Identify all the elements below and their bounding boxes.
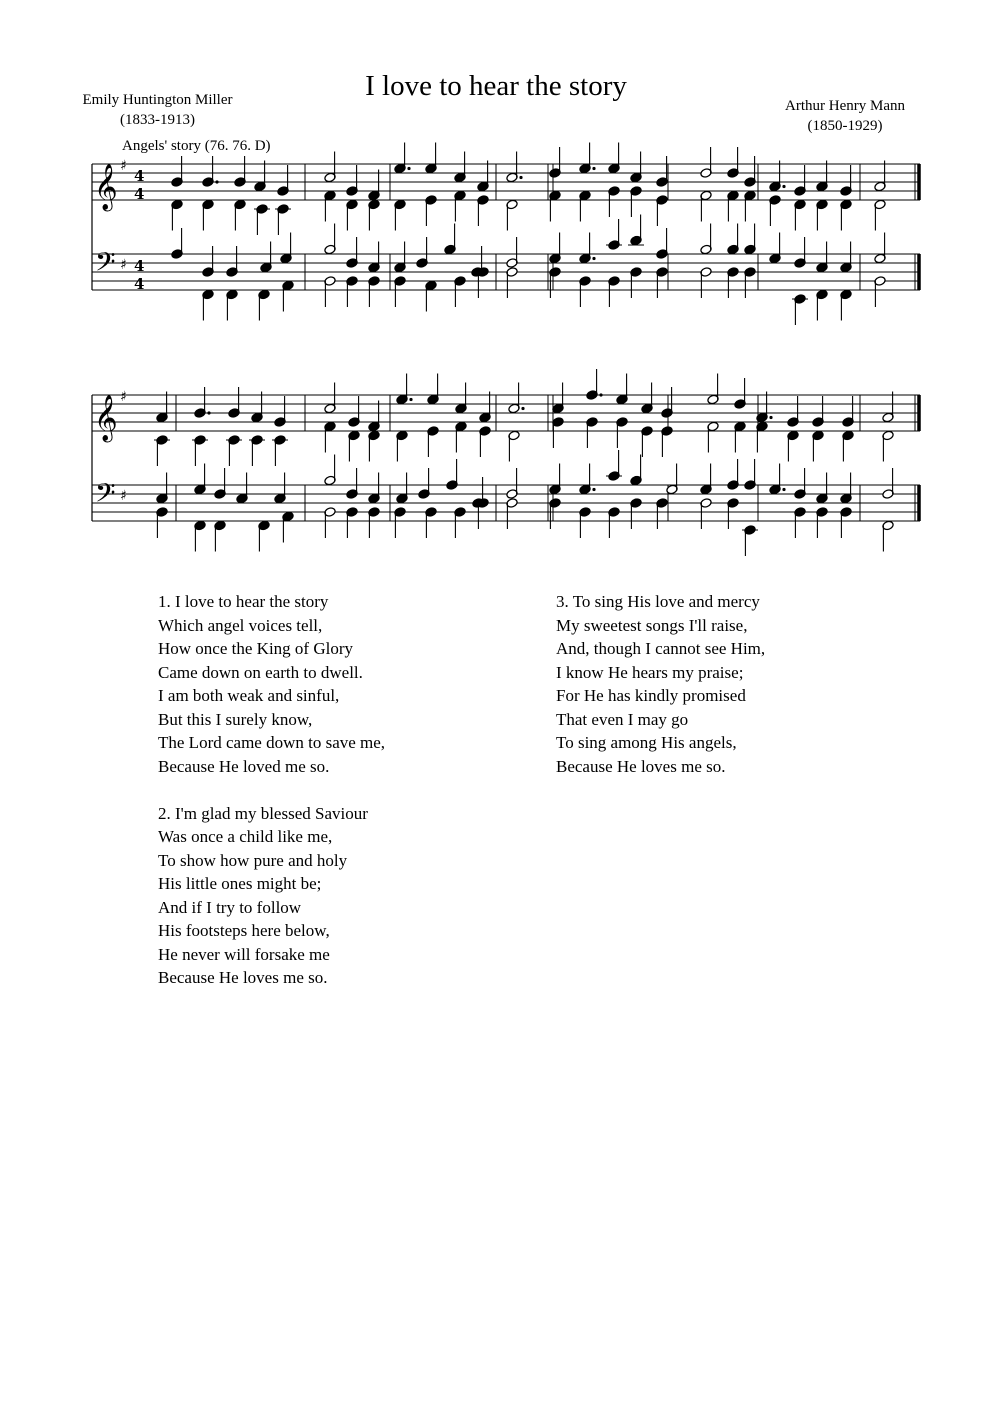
verse-1 [158, 590, 385, 778]
dot [782, 488, 785, 491]
verse-3 [556, 590, 765, 778]
verse-line: I am both weak and sinful, [158, 686, 340, 705]
dot [592, 488, 595, 491]
dot [207, 411, 210, 414]
key-sharp: ♯ [120, 158, 127, 174]
verse-line: My sweetest songs I'll raise, [556, 615, 748, 635]
composer-dates: (1850-1929) [807, 118, 883, 134]
verse-line: For He has kindly promised [556, 686, 746, 705]
verse-line: Because He loves me so. [556, 756, 726, 776]
dot [782, 185, 785, 188]
lyricist-dates: (1833-1913) [120, 112, 195, 128]
dot [407, 167, 410, 170]
key-sharp: ♯ [120, 389, 127, 405]
verse-line: 2. I'm glad my blessed Saviour [158, 803, 368, 823]
time-signature-bottom: 4 [134, 185, 145, 203]
lyricist-name: Emily Huntington Miller [82, 92, 233, 108]
verse-line: The Lord came down to save me, [158, 733, 386, 752]
verse-line: His little ones might be; [158, 874, 322, 893]
verse-line: Was once a child like me, [158, 827, 333, 846]
music-system [92, 143, 920, 326]
dot [521, 407, 524, 410]
bass-clef-icon: 𝄢 [95, 477, 116, 515]
time-signature-top: 4 [134, 167, 145, 185]
dot [409, 398, 412, 401]
composer-name: Arthur Henry Mann [785, 98, 905, 114]
verse-line: He never will forsake me [158, 944, 330, 964]
bass-clef-icon: 𝄢 [95, 246, 116, 284]
dot [519, 176, 522, 179]
verse-line: But this I surely know, [158, 709, 313, 729]
verse-line: To sing among His angels, [556, 733, 737, 752]
music-system [92, 369, 920, 556]
verse-line: His footsteps here below, [158, 921, 330, 940]
verses-column-right [556, 590, 765, 802]
verse-line: How once the King of Glory [158, 639, 353, 658]
verse-line: To show how pure and holy [158, 850, 348, 870]
verse-line: And, though I cannot see Him, [556, 639, 766, 658]
verse-2 [158, 802, 385, 990]
treble-clef-icon: 𝄞 [94, 164, 118, 210]
time-signature-top: 4 [134, 257, 145, 275]
verse-line: Because He loved me so. [158, 756, 330, 776]
verses-column-left [158, 590, 385, 1013]
dot [592, 167, 595, 170]
verse-line: I know He hears my praise; [556, 662, 744, 682]
key-sharp: ♯ [120, 257, 127, 273]
verse-line: That even I may go [556, 709, 689, 729]
verse-line: 1. I love to hear the story [158, 592, 329, 611]
verse-line: 3. To sing His love and mercy [556, 592, 760, 611]
time-signature-bottom: 4 [134, 275, 145, 293]
key-sharp: ♯ [120, 488, 127, 504]
dot [592, 257, 595, 260]
treble-clef-icon: 𝄞 [94, 395, 118, 441]
verse-line: Because He loves me so. [158, 968, 328, 987]
verse-line: And if I try to follow [158, 897, 302, 917]
dot [599, 393, 602, 396]
verse-line: Which angel voices tell, [158, 615, 323, 635]
tune-name: Angels' story (76. 76. D) [122, 138, 271, 154]
dot [215, 180, 218, 183]
hymn-title: I love to hear the story [365, 70, 627, 102]
verse-line: Came down on earth to dwell. [158, 662, 363, 682]
dot [769, 416, 772, 419]
